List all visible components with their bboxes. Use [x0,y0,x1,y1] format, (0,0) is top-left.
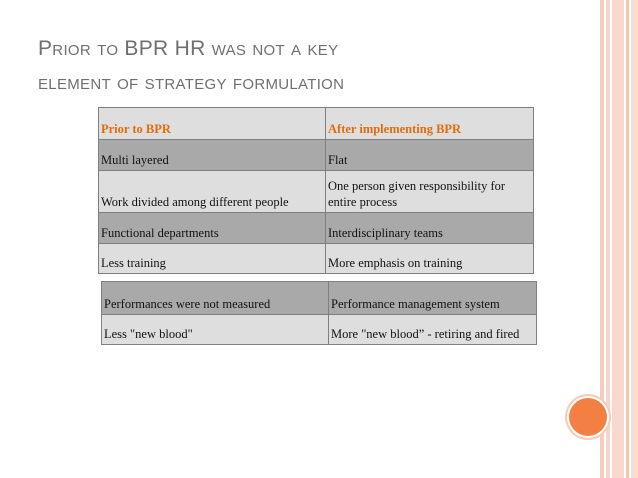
table-cell: More emphasis on training [326,244,534,274]
table-cell: More "new blood” - retiring and fired [329,315,537,345]
table-row [99,213,534,244]
header-cell-after: After implementing BPR [326,108,534,140]
decor-stripe [631,0,638,478]
title-line-1: Prior to BPR HR was not a key [38,37,339,60]
header-cell-prior: Prior to BPR [99,108,326,140]
decor-stripe [626,0,629,478]
table-cell: Functional departments [99,213,326,244]
title-line-2: element of strategy formulation [38,71,345,94]
table-row [102,315,537,345]
slide-title [38,32,558,100]
decor-stripe [612,0,624,478]
table-cell: Multi layered [99,140,326,171]
table-row [99,244,534,274]
table-cell: Less training [99,244,326,274]
orange-circle-icon [569,398,607,436]
table-cell: Less "new blood" [102,315,329,345]
table-cell: Flat [326,140,534,171]
table-cell: Work divided among different people [99,171,326,213]
table-row [99,171,534,213]
table-cell: Performances were not measured [102,282,329,315]
table-row [99,140,534,171]
table-cell: Interdisciplinary teams [326,213,534,244]
table-row [102,282,537,315]
table-cell: One person given responsibility for entire process [326,171,534,213]
comparison-table [98,107,534,274]
table-header-row [99,108,534,140]
comparison-table-continued [101,281,537,345]
table-cell: Performance management system [329,282,537,315]
decor-stripe [606,0,610,478]
